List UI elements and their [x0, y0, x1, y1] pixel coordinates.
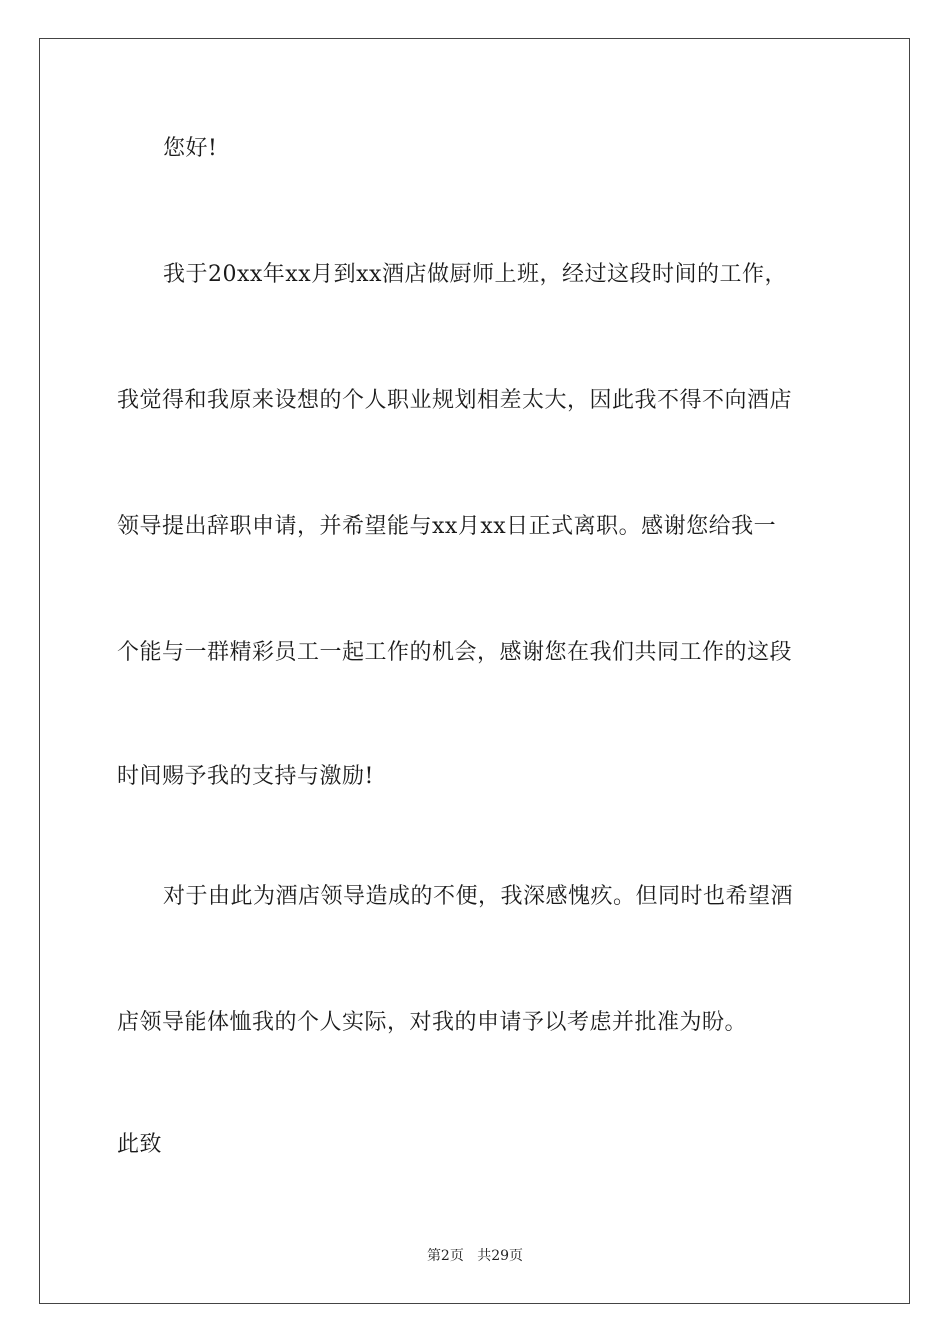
- paragraph-line-7: 店领导能体恤我的个人实际，对我的申请予以考虑并批准为盼。: [117, 1010, 748, 1035]
- page-footer: [0, 1247, 950, 1265]
- paragraph-line-5: 时间赐予我的支持与激励!: [117, 764, 374, 789]
- page-frame: [39, 38, 910, 1304]
- paragraph-line-2: 我觉得和我原来设想的个人职业规划相差太大，因此我不得不向酒店: [117, 388, 793, 413]
- greeting: 您好!: [163, 136, 218, 161]
- paragraph-line-3: 领导提出辞职申请，并希望能与xx月xx日正式离职。感谢您给我一: [117, 514, 777, 539]
- closing-salutation: 此致: [117, 1132, 163, 1157]
- paragraph-line-6: 对于由此为酒店领导造成的不便，我深感愧疚。但同时也希望酒: [163, 884, 794, 909]
- paragraph-line-1: 我于20xx年xx月到xx酒店做厨师上班，经过这段时间的工作，: [163, 262, 787, 287]
- paragraph-line-4: 个能与一群精彩员工一起工作的机会，感谢您在我们共同工作的这段: [117, 640, 793, 665]
- page-total: 共29页: [477, 1248, 524, 1264]
- page-number: 第2页: [426, 1248, 464, 1264]
